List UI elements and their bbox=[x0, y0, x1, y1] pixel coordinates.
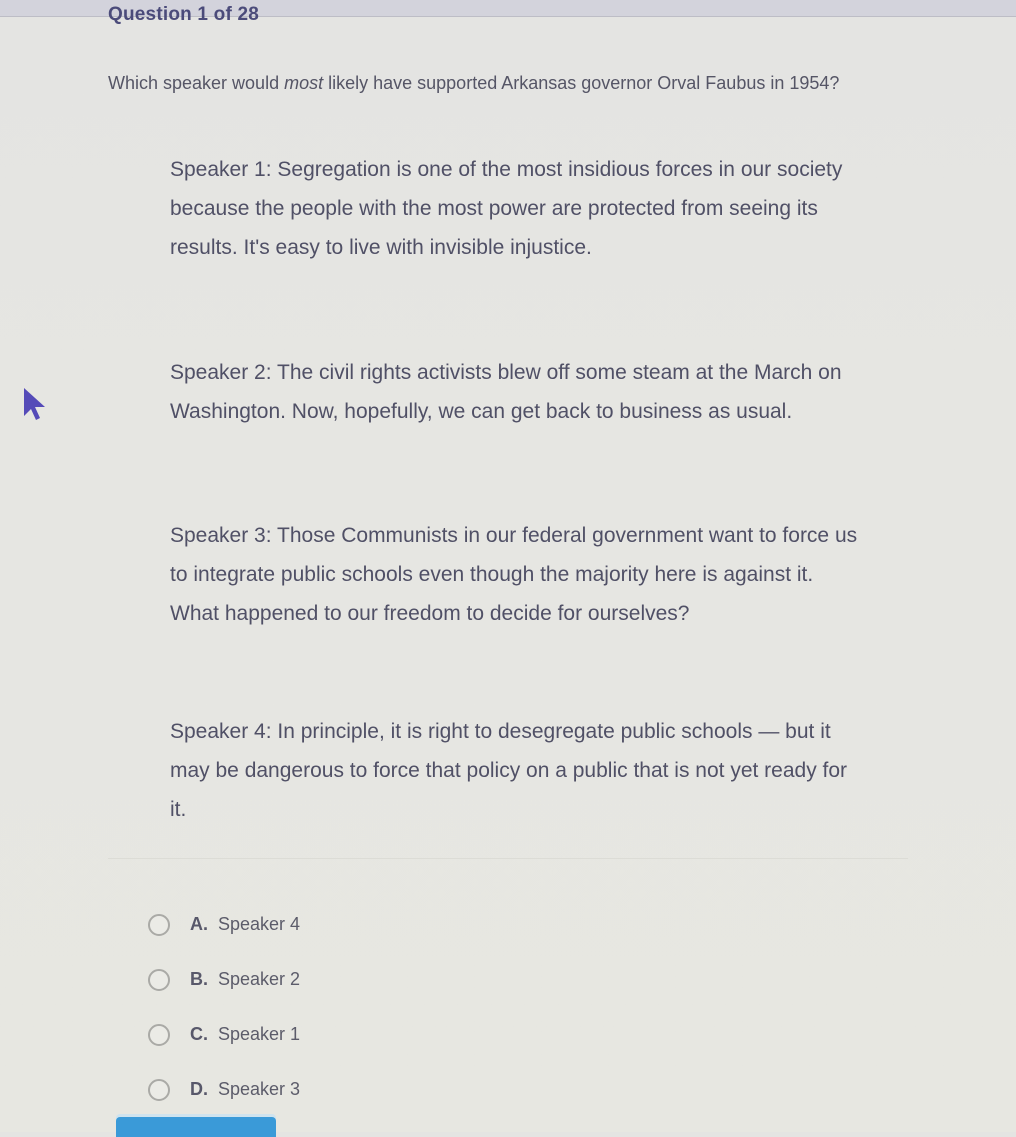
option-letter: A. bbox=[190, 914, 208, 934]
radio-button-icon[interactable] bbox=[148, 1024, 170, 1046]
option-letter: B. bbox=[190, 969, 208, 989]
option-letter: D. bbox=[190, 1079, 208, 1099]
speaker-1-passage: Speaker 1: Segregation is one of the most insidious forces in our society because the people with the most power are protected from seeing its results. It's easy to live with invisible injustice. bbox=[170, 158, 843, 259]
speaker-4-passage: Speaker 4: In principle, it is right to desegregate public schools — but it may be dangerous to force that policy on a public that is not yet ready for it. bbox=[170, 720, 848, 821]
question-prompt bbox=[108, 70, 908, 96]
submit-button[interactable] bbox=[116, 1117, 276, 1137]
option-label: Speaker 3 bbox=[218, 1079, 301, 1099]
option-b[interactable] bbox=[148, 952, 300, 1007]
prompt-text-before: Which speaker would bbox=[108, 73, 285, 93]
option-label: Speaker 2 bbox=[218, 969, 301, 989]
option-letter: C. bbox=[190, 1024, 208, 1044]
radio-button-icon[interactable] bbox=[148, 969, 170, 991]
answer-options bbox=[148, 897, 300, 1117]
speaker-2-passage: Speaker 2: The civil rights activists blew off some steam at the March on Washington. Now, hopefully, we can get back to business as usual. bbox=[170, 361, 842, 423]
option-a[interactable] bbox=[148, 897, 300, 952]
option-label: Speaker 4 bbox=[218, 914, 301, 934]
speaker-3-passage: Speaker 3: Those Communists in our federal government want to force us to integrate public schools even though the majority here is against it. What happened to our freedom to decide for ourselves? bbox=[170, 524, 858, 625]
prompt-emphasis: most bbox=[284, 73, 324, 93]
divider bbox=[108, 858, 908, 859]
prompt-text-after: likely have supported Arkansas governor Orval Faubus in 1954? bbox=[323, 73, 840, 93]
radio-button-icon[interactable] bbox=[148, 1079, 170, 1101]
option-c[interactable] bbox=[148, 1007, 300, 1062]
option-label: Speaker 1 bbox=[218, 1024, 301, 1044]
question-counter: Question 1 of 28 bbox=[108, 4, 260, 25]
radio-button-icon[interactable] bbox=[148, 914, 170, 936]
option-d[interactable] bbox=[148, 1062, 300, 1117]
